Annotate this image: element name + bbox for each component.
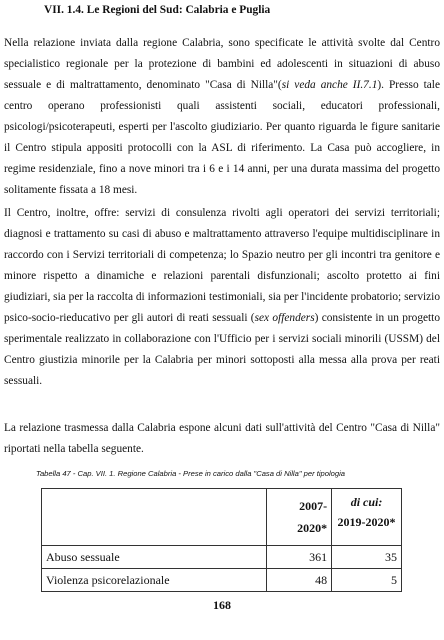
intake-table <box>41 488 402 592</box>
paragraph-centre-services <box>4 203 440 392</box>
row-total: 361 <box>266 546 331 569</box>
paragraph-casa-di-nilla-activities <box>4 33 440 201</box>
page-number: 168 <box>213 598 231 612</box>
row-total: 48 <box>266 569 331 592</box>
header-period-total-line2: 2020* <box>297 521 328 535</box>
table-header-row <box>42 489 402 546</box>
paragraph2-text-b: ) consistente in un progetto sperimentale realizzato in collaborazione con l'Ufficio per i servizi sociali minorili (USSM) del Centro giustizia minorile per la Calabria per minori sottoposti alla messa alla prova per reati sessuali. <box>4 312 440 387</box>
row-recent: 5 <box>332 569 402 592</box>
paragraph-table-intro: La relazione trasmessa dalla Calabria espone alcuni dati sull'attività del Centro "Casa di Nilla" riportati nella tabella seguente. <box>4 422 440 455</box>
header-period-total <box>266 489 331 546</box>
section-heading: VII. 1.4. Le Regioni del Sud: Calabria e Puglia <box>44 4 271 16</box>
header-empty-cell <box>42 489 267 546</box>
row-label: Abuso sessuale <box>42 546 267 569</box>
row-recent: 35 <box>332 546 402 569</box>
paragraph1-text-a: Nella relazione inviata dalla regione Calabria, sono specificate le attività svolte dal Centro specialistico regionale per la protezione di bambini ed adolescenti in situazioni di abuso sessuale e di maltrattamento, denominato "Casa di Nilla"( <box>4 37 440 91</box>
sex-offenders-term: sex offenders <box>254 312 315 324</box>
cross-reference: si veda anche II.7.1 <box>281 79 378 91</box>
row-label: Violenza psicorelazionale <box>42 569 267 592</box>
header-period-recent <box>332 489 402 546</box>
paragraph1-text-b: ). Presso tale centro operano professionisti quali assistenti sociali, educatori professionali, psicologi/psicoterapeuti, esperti per l'ascolto giudiziario. Per quanto riguarda le figure sanitarie il Centro stipula appositi protocolli con la ASL di riferimento. La Casa può accogliere, in regime residenziale, fino a nove minori tra i 6 e i 14 anni, per una durata massima del progetto solitamente fissata a 18 mesi. <box>4 79 440 196</box>
table-caption: Tabella 47 - Cap. VII. 1. Regione Calabria - Prese in carico dalla "Casa di Nilla" per tipologia <box>36 469 346 478</box>
paragraph2-text-a: Il Centro, inoltre, offre: servizi di consulenza rivolti agli operatori dei servizi territoriali; diagnosi e trattamento su casi di abuso e maltrattamento attraverso l'equipe multidisciplinare in raccordo con i Servizi territoriali di competenza; lo Spazio neutro per gli incontri tra genitore e minore rispetto a dinamiche e relazioni parentali disfunzionali; ascolto protetto ai fini giudiziari, sia per la raccolta di informazioni testimoniali, sia per l'incidente probatorio; servizio psico-socio-rieducativo per gli autori di reati sessuali ( <box>4 207 440 324</box>
header-period-recent-line1: di cui: <box>350 495 383 509</box>
table-row <box>42 569 402 592</box>
header-period-recent-line2: 2019-2020* <box>337 515 396 529</box>
table-row <box>42 546 402 569</box>
header-period-total-line1: 2007- <box>299 499 328 513</box>
